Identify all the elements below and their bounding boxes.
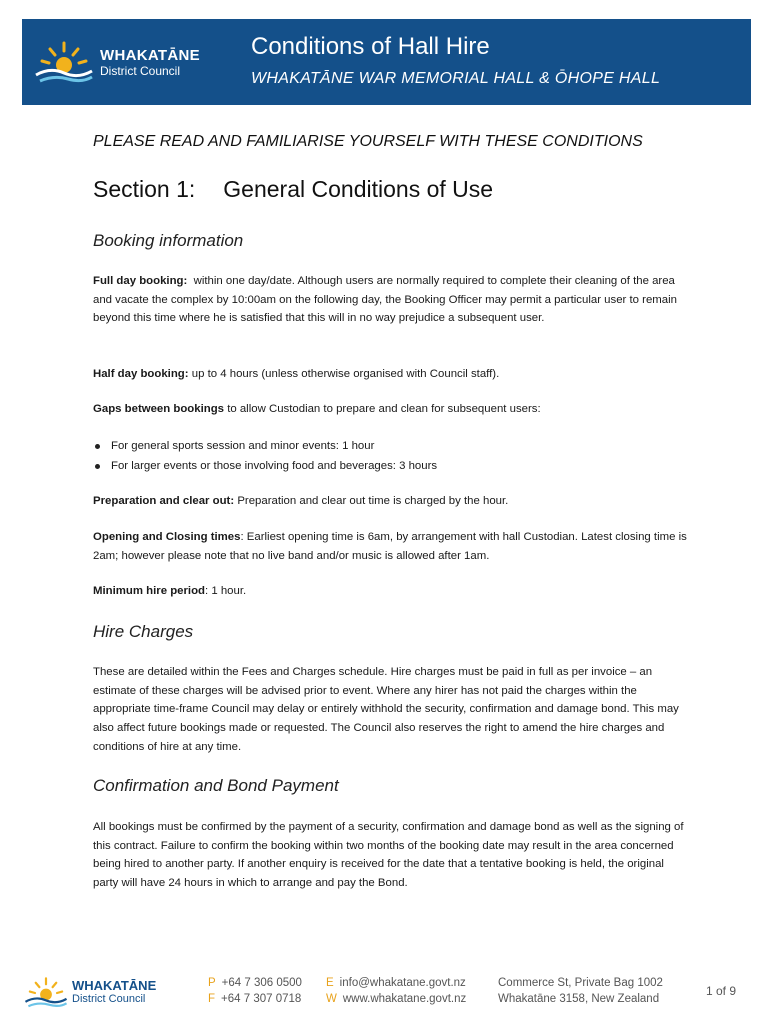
council-logo (34, 39, 224, 87)
logo-text-district-council: District Council (100, 64, 181, 78)
footer-address-line1: Commerce St, Private Bag 1002 (498, 977, 663, 989)
paragraph-gaps-between-bookings (93, 400, 689, 419)
gap-bullet-list (93, 437, 683, 476)
document-footer (0, 970, 770, 1024)
footer-web-link[interactable]: www.whakatane.govt.nz (342, 993, 467, 1005)
section-number: Section 1: (93, 176, 196, 202)
label-full-day-booking: Full day booking: (93, 275, 188, 287)
footer-address-line2: Whakatāne 3158, New Zealand (498, 993, 660, 1005)
footer-fax: +64 7 307 0718 (221, 993, 302, 1005)
paragraph-preparation (93, 492, 689, 511)
paragraph-opening-closing (93, 528, 689, 565)
text-minimum-hire: : 1 hour. (205, 585, 247, 597)
paragraph-hire-charges: These are detailed within the Fees and Charges schedule. Hire charges must be paid in full as per invoice – an estimate of these charges will be advised prior to event. Where any hirer has not paid the charges within the appropriate time-frame Council may delay or entirely withhold the security, confirmation and damage bond. This may also affect future bookings made or requested. The Council also reserves the right to amend the hire charges and conditions of hire at any time. (93, 666, 679, 753)
heading-hire-charges: Hire Charges (93, 622, 194, 641)
footer-phone: +64 7 306 0500 (221, 977, 302, 989)
footer-contact-block (326, 975, 466, 1007)
label-preparation: Preparation and clear out: (93, 495, 235, 507)
document-subtitle: WHAKATĀNE WAR MEMORIAL HALL & ŌHOPE HALL (251, 70, 661, 87)
email-key: E (326, 977, 334, 989)
list-item: For general sports session and minor events: 1 hour (93, 437, 683, 457)
heading-confirmation-bond: Confirmation and Bond Payment (93, 776, 339, 795)
label-opening-closing: Opening and Closing times (93, 531, 241, 543)
sun-wave-logo-icon (34, 39, 94, 87)
paragraph-half-day-booking (93, 365, 689, 384)
phone-key: P (208, 977, 216, 989)
label-minimum-hire: Minimum hire period (93, 585, 206, 597)
paragraph-minimum-hire (93, 582, 689, 601)
section-title-text: General Conditions of Use (223, 176, 494, 202)
web-key: W (326, 993, 337, 1005)
label-gaps-between-bookings: Gaps between bookings (93, 403, 225, 415)
read-notice: PLEASE READ AND FAMILIARISE YOURSELF WITH THESE CONDITIONS (93, 133, 643, 150)
footer-phone-block (208, 975, 302, 1007)
footer-email-link[interactable]: info@whakatane.govt.nz (339, 977, 466, 989)
footer-logo-text-district-council: District Council (72, 993, 146, 1005)
logo-text-whakatane: WHAKATĀNE (100, 47, 200, 64)
label-half-day-booking: Half day booking: (93, 368, 189, 380)
section-heading (93, 176, 493, 203)
text-opening-closing: : Earliest opening time is 6am, by arrangement with hall Custodian. Latest closing time is 2am; however please note that no live band and/or music is allowed after 1am. (93, 531, 687, 562)
page-number: 1 of 9 (706, 984, 737, 998)
document-header (22, 19, 751, 105)
fax-key: F (208, 993, 216, 1005)
text-preparation: Preparation and clear out time is charged by the hour. (237, 495, 509, 507)
paragraph-confirmation-bond: All bookings must be confirmed by the payment of a security, confirmation and damage bond as well as the signing of this contract. Failure to confirm the booking within two months of the booking date may result in the area concerned being hired to another party. If another enquiry is received for the date that a tentative booking is held, the original party will have 24 hours in which to arrange and pay the Bond. (93, 821, 684, 890)
list-item: For larger events or those involving food and beverages: 3 hours (93, 457, 683, 477)
heading-booking-information: Booking information (93, 231, 244, 250)
footer-address-block (498, 975, 663, 1007)
text-half-day-booking: up to 4 hours (unless otherwise organised with Council staff). (191, 368, 500, 380)
footer-logo (24, 974, 184, 1014)
document-title: Conditions of Hall Hire (251, 33, 490, 60)
paragraph-full-day-booking (93, 272, 689, 328)
text-full-day-booking: within one day/date. Although users are normally required to complete their cleaning of the area and vacate the complex by 10:00am on the following day, the Booking Officer may permit a particular user to remain beyond this time where he is satisfied that this will in no way prejudice a subsequent user. (93, 275, 677, 325)
text-gaps-between-bookings: to allow Custodian to prepare and clean for subsequent users: (227, 403, 541, 415)
footer-logo-text-whakatane: WHAKATĀNE (72, 978, 157, 993)
sun-wave-logo-icon (24, 974, 68, 1012)
